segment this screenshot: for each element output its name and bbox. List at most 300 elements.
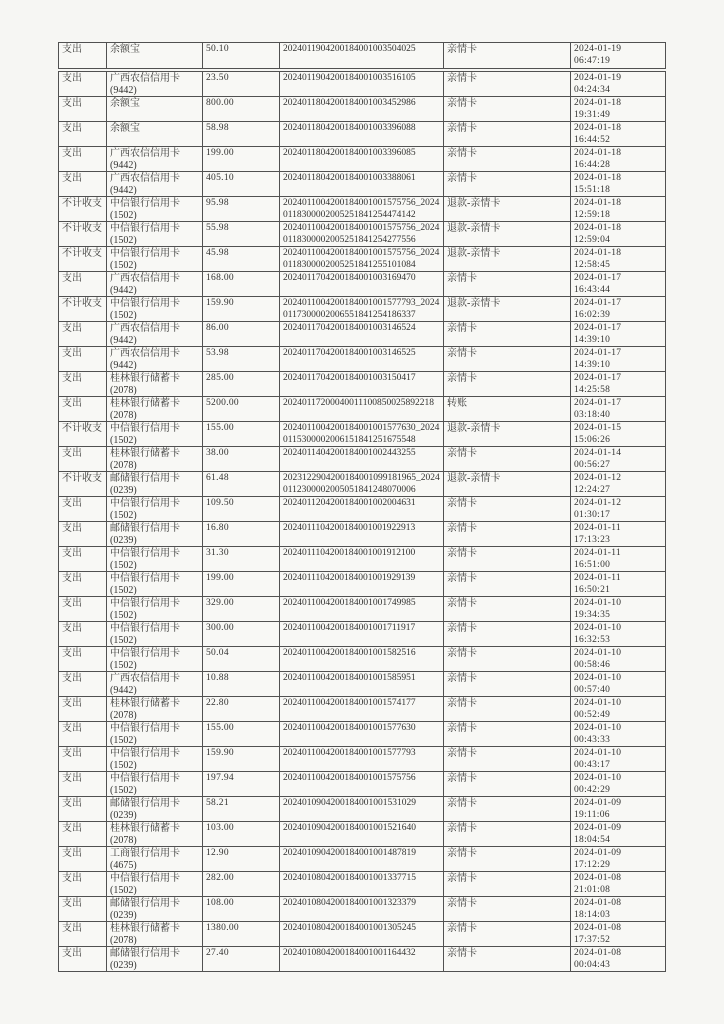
account-number: (1502) (110, 234, 137, 246)
time-text: 17:12:29 (574, 859, 611, 870)
method-cell: 亲情卡 (444, 922, 571, 947)
datetime-cell (571, 497, 666, 522)
flow-type-cell: 支出 (59, 497, 107, 522)
account-name: 广西农信信用卡 (110, 273, 180, 284)
date-text: 2024-01-11 (574, 573, 621, 583)
method-cell: 亲情卡 (444, 547, 571, 572)
transaction-row (59, 922, 666, 947)
method-cell: 转账 (444, 397, 571, 422)
amount-cell: 300.00 (203, 622, 280, 647)
account-cell (107, 222, 203, 247)
account-cell (107, 647, 203, 672)
flow-type-cell: 支出 (59, 747, 107, 772)
date-text: 2024-01-18 (574, 223, 622, 233)
amount-cell: 168.00 (203, 272, 280, 297)
account-number: (1502) (110, 634, 137, 646)
flow-type-cell: 支出 (59, 347, 107, 372)
flow-type-cell: 支出 (59, 872, 107, 897)
account-name: 桂林银行储蓄卡 (110, 923, 180, 934)
account-name: 中信银行信用卡 (110, 723, 180, 734)
time-text: 00:42:29 (574, 784, 611, 795)
flow-type-cell: 支出 (59, 447, 107, 472)
flow-type-cell: 支出 (59, 97, 107, 122)
transaction-id-cell: 2024011204200184001002004631 (280, 497, 444, 522)
amount-cell: 159.90 (203, 297, 280, 322)
method-cell: 亲情卡 (444, 847, 571, 872)
account-cell (107, 797, 203, 822)
method-cell: 亲情卡 (444, 772, 571, 797)
method-cell: 亲情卡 (444, 722, 571, 747)
transaction-row (59, 147, 666, 172)
amount-cell: 61.48 (203, 472, 280, 497)
transaction-row (59, 647, 666, 672)
datetime-cell (571, 797, 666, 822)
transaction-row (59, 597, 666, 622)
datetime-cell (571, 522, 666, 547)
account-cell (107, 297, 203, 322)
account-number: (0239) (110, 959, 137, 971)
method-cell: 退款-亲情卡 (444, 197, 571, 222)
method-cell: 退款-亲情卡 (444, 247, 571, 272)
amount-cell: 27.40 (203, 947, 280, 972)
method-cell: 亲情卡 (444, 447, 571, 472)
method-cell: 退款-亲情卡 (444, 422, 571, 447)
account-cell (107, 247, 203, 272)
date-text: 2024-01-17 (574, 398, 622, 408)
date-text: 2024-01-17 (574, 298, 622, 308)
flow-type-cell: 支出 (59, 272, 107, 297)
datetime-cell (571, 222, 666, 247)
account-number: (9442) (110, 684, 137, 696)
flow-type-cell: 支出 (59, 172, 107, 197)
method-cell: 亲情卡 (444, 172, 571, 197)
datetime-cell (571, 947, 666, 972)
account-cell (107, 447, 203, 472)
amount-cell: 22.80 (203, 697, 280, 722)
method-cell: 亲情卡 (444, 72, 571, 97)
date-text: 2024-01-08 (574, 873, 622, 883)
transaction-rows-top (59, 43, 666, 69)
transaction-id-cell: 2024011104200184001001912100 (280, 547, 444, 572)
method-cell: 退款-亲情卡 (444, 472, 571, 497)
account-number: (1502) (110, 559, 137, 571)
time-text: 16:32:53 (574, 634, 611, 645)
transaction-row (59, 72, 666, 97)
transaction-rows-main (59, 72, 666, 972)
datetime-cell (571, 722, 666, 747)
date-text: 2024-01-10 (574, 698, 622, 708)
account-number: (1502) (110, 584, 137, 596)
amount-cell: 58.98 (203, 122, 280, 147)
amount-cell: 12.90 (203, 847, 280, 872)
account-number: (2078) (110, 409, 137, 421)
date-text: 2024-01-15 (574, 423, 622, 433)
account-cell (107, 922, 203, 947)
amount-cell: 5200.00 (203, 397, 280, 422)
datetime-cell (571, 72, 666, 97)
date-text: 2024-01-18 (574, 198, 622, 208)
transaction-id-cell: 2024011704200184001003169470 (280, 272, 444, 297)
time-text: 19:34:35 (574, 609, 611, 620)
method-cell: 亲情卡 (444, 697, 571, 722)
account-name: 中信银行信用卡 (110, 873, 180, 884)
amount-cell: 155.00 (203, 722, 280, 747)
account-number: (1502) (110, 784, 137, 796)
time-text: 17:13:23 (574, 534, 611, 545)
amount-cell: 800.00 (203, 97, 280, 122)
flow-type-cell: 支出 (59, 922, 107, 947)
date-text: 2024-01-10 (574, 598, 622, 608)
datetime-cell (571, 897, 666, 922)
account-cell (107, 172, 203, 197)
transaction-id-cell: 2024010804200184001001337715 (280, 872, 444, 897)
flow-type-cell: 支出 (59, 647, 107, 672)
method-cell: 亲情卡 (444, 147, 571, 172)
method-cell: 亲情卡 (444, 497, 571, 522)
method-cell: 亲情卡 (444, 822, 571, 847)
datetime-cell (571, 197, 666, 222)
time-text: 01:30:17 (574, 509, 611, 520)
account-cell (107, 747, 203, 772)
datetime-cell (571, 472, 666, 497)
flow-type-cell: 支出 (59, 672, 107, 697)
datetime-cell (571, 772, 666, 797)
amount-cell: 199.00 (203, 147, 280, 172)
transaction-id-cell: 2024011004200184001001711917 (280, 622, 444, 647)
date-text: 2024-01-18 (574, 148, 622, 158)
flow-type-cell: 不计收支 (59, 297, 107, 322)
date-text: 2024-01-19 (574, 44, 622, 54)
time-text: 16:50:21 (574, 584, 611, 595)
datetime-cell (571, 922, 666, 947)
amount-cell: 1380.00 (203, 922, 280, 947)
account-number: (9442) (110, 84, 137, 96)
datetime-cell (571, 172, 666, 197)
account-name: 中信银行信用卡 (110, 223, 180, 234)
amount-cell: 282.00 (203, 872, 280, 897)
time-text: 06:47:19 (574, 55, 611, 66)
flow-type-cell: 不计收支 (59, 247, 107, 272)
transaction-id-cell: 2024011004200184001001575756_20240118300002005251841254474142 (280, 197, 444, 222)
datetime-cell (571, 422, 666, 447)
method-cell: 亲情卡 (444, 97, 571, 122)
time-text: 00:52:49 (574, 709, 611, 720)
datetime-cell (571, 547, 666, 572)
account-cell (107, 97, 203, 122)
method-cell: 亲情卡 (444, 597, 571, 622)
account-cell (107, 497, 203, 522)
account-name: 邮储银行信用卡 (110, 473, 180, 484)
transaction-id-cell: 2024011804200184001003388061 (280, 172, 444, 197)
account-name: 余额宝 (110, 123, 140, 134)
account-name: 广西农信信用卡 (110, 73, 180, 84)
transaction-row (59, 722, 666, 747)
flow-type-cell: 支出 (59, 122, 107, 147)
date-text: 2024-01-10 (574, 648, 622, 658)
account-cell (107, 597, 203, 622)
account-number: (2078) (110, 934, 137, 946)
time-text: 14:39:10 (574, 334, 611, 345)
date-text: 2024-01-09 (574, 798, 622, 808)
account-number: (9442) (110, 284, 137, 296)
account-cell (107, 147, 203, 172)
method-cell: 亲情卡 (444, 797, 571, 822)
transaction-id-cell: 2024011004200184001001577630 (280, 722, 444, 747)
account-cell (107, 272, 203, 297)
account-number: (2078) (110, 384, 137, 396)
account-name: 中信银行信用卡 (110, 198, 180, 209)
amount-cell: 159.90 (203, 747, 280, 772)
method-cell: 亲情卡 (444, 272, 571, 297)
flow-type-cell: 支出 (59, 722, 107, 747)
datetime-cell (571, 297, 666, 322)
method-cell: 亲情卡 (444, 43, 571, 69)
time-text: 00:56:27 (574, 459, 611, 470)
account-number: (1502) (110, 884, 137, 896)
account-cell (107, 472, 203, 497)
transaction-row (59, 772, 666, 797)
account-name: 中信银行信用卡 (110, 573, 180, 584)
method-cell: 亲情卡 (444, 672, 571, 697)
transaction-id-cell: 2023122904200184001099181965_20240112300002005051841248070006 (280, 472, 444, 497)
transaction-row (59, 397, 666, 422)
transaction-row (59, 497, 666, 522)
method-cell: 亲情卡 (444, 347, 571, 372)
method-cell: 退款-亲情卡 (444, 222, 571, 247)
datetime-cell (571, 672, 666, 697)
flow-type-cell: 支出 (59, 697, 107, 722)
amount-cell: 45.98 (203, 247, 280, 272)
account-name: 邮储银行信用卡 (110, 898, 180, 909)
method-cell: 退款-亲情卡 (444, 297, 571, 322)
transaction-id-cell: 2024010904200184001001531029 (280, 797, 444, 822)
account-number: (1502) (110, 759, 137, 771)
transaction-row (59, 672, 666, 697)
date-text: 2024-01-11 (574, 523, 621, 533)
account-name: 广西农信信用卡 (110, 323, 180, 334)
account-number: (1502) (110, 209, 137, 221)
datetime-cell (571, 347, 666, 372)
account-name: 广西农信信用卡 (110, 348, 180, 359)
transaction-row (59, 797, 666, 822)
account-cell (107, 322, 203, 347)
transaction-row (59, 897, 666, 922)
transaction-row (59, 172, 666, 197)
amount-cell: 103.00 (203, 822, 280, 847)
datetime-cell (571, 247, 666, 272)
amount-cell: 38.00 (203, 447, 280, 472)
transaction-id-cell: 2024011904200184001003504025 (280, 43, 444, 69)
transaction-row (59, 747, 666, 772)
transaction-row (59, 347, 666, 372)
account-cell (107, 772, 203, 797)
transaction-id-cell: 2024011804200184001003452986 (280, 97, 444, 122)
amount-cell: 10.88 (203, 672, 280, 697)
account-cell (107, 697, 203, 722)
datetime-cell (571, 622, 666, 647)
account-number: (9442) (110, 334, 137, 346)
account-name: 中信银行信用卡 (110, 498, 180, 509)
date-text: 2024-01-19 (574, 73, 622, 83)
time-text: 16:44:52 (574, 134, 611, 145)
time-text: 00:43:33 (574, 734, 611, 745)
flow-type-cell: 支出 (59, 822, 107, 847)
time-text: 00:43:17 (574, 759, 611, 770)
flow-type-cell: 支出 (59, 547, 107, 572)
flow-type-cell: 支出 (59, 597, 107, 622)
account-number: (1502) (110, 434, 137, 446)
transaction-id-cell: 20240117200040011100850025892218 (280, 397, 444, 422)
transaction-row (59, 322, 666, 347)
amount-cell: 95.98 (203, 197, 280, 222)
transaction-id-cell: 2024011004200184001001575756_20240118300002005251841255101084 (280, 247, 444, 272)
transaction-id-cell: 2024011804200184001003396085 (280, 147, 444, 172)
account-cell (107, 572, 203, 597)
flow-type-cell: 支出 (59, 72, 107, 97)
transaction-table-main-fragment (58, 71, 666, 972)
date-text: 2024-01-18 (574, 98, 622, 108)
transaction-id-cell: 2024011104200184001001922913 (280, 522, 444, 547)
time-text: 03:18:40 (574, 409, 611, 420)
account-number: (4675) (110, 859, 137, 871)
account-cell (107, 722, 203, 747)
account-cell (107, 872, 203, 897)
datetime-cell (571, 272, 666, 297)
transaction-id-cell: 2024011704200184001003146524 (280, 322, 444, 347)
transaction-id-cell: 2024010804200184001001323379 (280, 897, 444, 922)
datetime-cell (571, 397, 666, 422)
time-text: 04:24:34 (574, 84, 611, 95)
transaction-id-cell: 2024011004200184001001585951 (280, 672, 444, 697)
datetime-cell (571, 43, 666, 69)
transaction-row (59, 43, 666, 69)
date-text: 2024-01-08 (574, 923, 622, 933)
datetime-cell (571, 122, 666, 147)
transaction-id-cell: 2024011404200184001002443255 (280, 447, 444, 472)
account-name: 邮储银行信用卡 (110, 798, 180, 809)
date-text: 2024-01-17 (574, 348, 622, 358)
account-number: (1502) (110, 609, 137, 621)
date-text: 2024-01-12 (574, 473, 622, 483)
account-name: 中信银行信用卡 (110, 648, 180, 659)
date-text: 2024-01-14 (574, 448, 622, 458)
datetime-cell (571, 447, 666, 472)
account-cell (107, 847, 203, 872)
amount-cell: 86.00 (203, 322, 280, 347)
account-cell (107, 397, 203, 422)
account-name: 广西农信信用卡 (110, 673, 180, 684)
transaction-row (59, 272, 666, 297)
flow-type-cell: 支出 (59, 372, 107, 397)
method-cell: 亲情卡 (444, 122, 571, 147)
date-text: 2024-01-08 (574, 948, 622, 958)
time-text: 15:06:26 (574, 434, 611, 445)
amount-cell: 58.21 (203, 797, 280, 822)
method-cell: 亲情卡 (444, 747, 571, 772)
account-cell (107, 822, 203, 847)
date-text: 2024-01-18 (574, 123, 622, 133)
transaction-table-top-fragment (58, 42, 666, 69)
transaction-row (59, 947, 666, 972)
transaction-row (59, 122, 666, 147)
account-number: (1502) (110, 509, 137, 521)
account-name: 广西农信信用卡 (110, 173, 180, 184)
date-text: 2024-01-10 (574, 723, 622, 733)
method-cell: 亲情卡 (444, 322, 571, 347)
account-number: (0239) (110, 809, 137, 821)
transaction-id-cell: 2024011104200184001001929139 (280, 572, 444, 597)
time-text: 18:14:03 (574, 909, 611, 920)
account-name: 余额宝 (110, 44, 140, 55)
transaction-row (59, 822, 666, 847)
time-text: 16:43:44 (574, 284, 611, 295)
flow-type-cell: 支出 (59, 797, 107, 822)
transaction-id-cell: 2024010804200184001001164432 (280, 947, 444, 972)
method-cell: 亲情卡 (444, 572, 571, 597)
scanned-page (58, 42, 668, 972)
amount-cell: 405.10 (203, 172, 280, 197)
account-name: 桂林银行储蓄卡 (110, 448, 180, 459)
account-name: 中信银行信用卡 (110, 423, 180, 434)
time-text: 12:58:45 (574, 259, 611, 270)
account-number: (0239) (110, 484, 137, 496)
datetime-cell (571, 147, 666, 172)
time-text: 16:44:28 (574, 159, 611, 170)
datetime-cell (571, 372, 666, 397)
datetime-cell (571, 572, 666, 597)
date-text: 2024-01-09 (574, 848, 622, 858)
account-name: 中信银行信用卡 (110, 298, 180, 309)
date-text: 2024-01-17 (574, 373, 622, 383)
amount-cell: 329.00 (203, 597, 280, 622)
account-cell (107, 72, 203, 97)
account-name: 余额宝 (110, 98, 140, 109)
transaction-row (59, 547, 666, 572)
date-text: 2024-01-18 (574, 173, 622, 183)
transaction-id-cell: 2024011004200184001001577793 (280, 747, 444, 772)
datetime-cell (571, 322, 666, 347)
flow-type-cell: 不计收支 (59, 422, 107, 447)
datetime-cell (571, 872, 666, 897)
time-text: 12:24:27 (574, 484, 611, 495)
transaction-id-cell: 2024010904200184001001487819 (280, 847, 444, 872)
time-text: 19:31:49 (574, 109, 611, 120)
transaction-id-cell: 2024011004200184001001575756 (280, 772, 444, 797)
flow-type-cell: 支出 (59, 847, 107, 872)
datetime-cell (571, 647, 666, 672)
amount-cell: 23.50 (203, 72, 280, 97)
account-number: (1502) (110, 659, 137, 671)
datetime-cell (571, 697, 666, 722)
transaction-row (59, 297, 666, 322)
transaction-row (59, 247, 666, 272)
flow-type-cell: 支出 (59, 147, 107, 172)
time-text: 14:39:10 (574, 359, 611, 370)
account-name: 中信银行信用卡 (110, 773, 180, 784)
account-cell (107, 197, 203, 222)
amount-cell: 108.00 (203, 897, 280, 922)
transaction-row (59, 472, 666, 497)
datetime-cell (571, 747, 666, 772)
account-cell (107, 522, 203, 547)
date-text: 2024-01-17 (574, 273, 622, 283)
transaction-row (59, 222, 666, 247)
account-name: 桂林银行储蓄卡 (110, 698, 180, 709)
account-cell (107, 43, 203, 69)
transaction-row (59, 447, 666, 472)
account-cell (107, 897, 203, 922)
account-name: 中信银行信用卡 (110, 623, 180, 634)
